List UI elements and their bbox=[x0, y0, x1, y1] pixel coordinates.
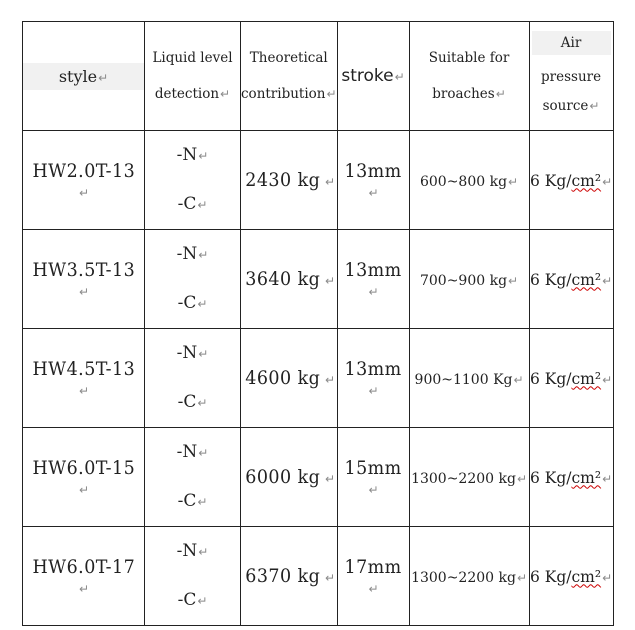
paragraph-mark: ↵ bbox=[220, 87, 231, 101]
air-value: 6 Kg/ bbox=[529, 369, 572, 388]
broaches-value: 1300~2200 kg bbox=[411, 569, 516, 586]
stroke-value: 15mm bbox=[344, 456, 402, 479]
paragraph-mark: ↵ bbox=[368, 185, 379, 200]
air-unit: cm² bbox=[571, 270, 602, 289]
paragraph-mark: ↵ bbox=[78, 581, 90, 596]
broaches-value: 1300~2200 kg bbox=[411, 470, 516, 487]
paragraph-mark: ↵ bbox=[198, 149, 209, 163]
air-value: 6 Kg/ bbox=[529, 270, 572, 289]
paragraph-mark: ↵ bbox=[326, 87, 337, 101]
table-row bbox=[23, 131, 614, 230]
paragraph-mark: ↵ bbox=[198, 545, 209, 559]
air-value: 6 Kg/ bbox=[529, 171, 572, 190]
cell-style bbox=[23, 230, 145, 329]
detection-c: -C bbox=[177, 194, 197, 214]
cell-broaches bbox=[409, 329, 529, 428]
cell-stroke bbox=[337, 230, 409, 329]
paragraph-mark: ↵ bbox=[368, 284, 379, 299]
paragraph-mark: ↵ bbox=[589, 99, 600, 113]
cell-broaches bbox=[409, 527, 529, 626]
cell-air-pressure bbox=[529, 428, 613, 527]
detection-c: -C bbox=[177, 590, 197, 610]
paragraph-mark: ↵ bbox=[602, 372, 613, 387]
broaches-value: 600~800 kg bbox=[419, 173, 508, 190]
header-air-line2: pressure bbox=[541, 69, 602, 85]
style-value: HW4.5T-13 bbox=[32, 357, 135, 380]
cell-broaches bbox=[409, 428, 529, 527]
air-value: 6 Kg/ bbox=[529, 567, 572, 586]
paragraph-mark: ↵ bbox=[394, 70, 405, 84]
paragraph-mark: ↵ bbox=[197, 594, 208, 608]
paragraph-mark: ↵ bbox=[368, 482, 379, 497]
table-row bbox=[23, 329, 614, 428]
cell-air-pressure bbox=[529, 527, 613, 626]
header-liquid-line2: detection bbox=[154, 86, 220, 102]
paragraph-mark: ↵ bbox=[508, 273, 519, 288]
cell-broaches bbox=[409, 131, 529, 230]
header-style-label: style bbox=[58, 66, 98, 86]
cell-broaches bbox=[409, 230, 529, 329]
cell-detection bbox=[145, 230, 241, 329]
header-liquid-level bbox=[145, 22, 241, 131]
cell-stroke bbox=[337, 131, 409, 230]
contribution-value: 3640 kg bbox=[245, 268, 321, 290]
cell-air-pressure bbox=[529, 131, 613, 230]
paragraph-mark: ↵ bbox=[78, 185, 90, 200]
paragraph-mark: ↵ bbox=[198, 446, 209, 460]
detection-n: -N bbox=[176, 244, 198, 264]
style-value: HW2.0T-13 bbox=[32, 159, 135, 182]
paragraph-mark: ↵ bbox=[198, 347, 209, 361]
style-value: HW6.0T-15 bbox=[32, 456, 135, 479]
table-row bbox=[23, 428, 614, 527]
paragraph-mark: ↵ bbox=[368, 581, 379, 596]
paragraph-mark: ↵ bbox=[78, 482, 90, 497]
cell-style bbox=[23, 527, 145, 626]
cell-contribution bbox=[241, 527, 338, 626]
detection-c: -C bbox=[177, 392, 197, 412]
air-unit: cm² bbox=[571, 567, 602, 586]
detection-c: -C bbox=[177, 293, 197, 313]
detection-c: -C bbox=[177, 491, 197, 511]
cell-contribution bbox=[241, 329, 338, 428]
cell-stroke bbox=[337, 428, 409, 527]
cell-air-pressure bbox=[529, 329, 613, 428]
stroke-value: 13mm bbox=[344, 159, 402, 182]
paragraph-mark: ↵ bbox=[602, 174, 613, 189]
stroke-value: 13mm bbox=[344, 357, 402, 380]
cell-style bbox=[23, 131, 145, 230]
header-stroke bbox=[337, 22, 409, 131]
paragraph-mark: ↵ bbox=[197, 495, 208, 509]
paragraph-mark: ↵ bbox=[325, 175, 336, 189]
paragraph-mark: ↵ bbox=[602, 471, 613, 486]
paragraph-mark: ↵ bbox=[602, 273, 613, 288]
paragraph-mark: ↵ bbox=[508, 174, 519, 189]
cell-stroke bbox=[337, 527, 409, 626]
cell-contribution bbox=[241, 131, 338, 230]
cell-contribution bbox=[241, 428, 338, 527]
header-row bbox=[23, 22, 614, 131]
contribution-value: 6000 kg bbox=[245, 466, 321, 488]
paragraph-mark: ↵ bbox=[516, 570, 528, 585]
header-theoretical-line2: contribution bbox=[241, 86, 326, 102]
paragraph-mark: ↵ bbox=[602, 570, 613, 585]
table-row bbox=[23, 527, 614, 626]
paragraph-mark: ↵ bbox=[78, 383, 90, 398]
cell-stroke bbox=[337, 329, 409, 428]
detection-n: -N bbox=[176, 343, 198, 363]
cell-style bbox=[23, 428, 145, 527]
header-liquid-line1: Liquid level bbox=[152, 50, 233, 66]
broaches-value: 700~900 kg bbox=[419, 272, 508, 289]
paragraph-mark: ↵ bbox=[516, 471, 528, 486]
detection-n: -N bbox=[176, 541, 198, 561]
header-style bbox=[23, 22, 145, 131]
paragraph-mark: ↵ bbox=[368, 383, 379, 398]
stroke-value: 13mm bbox=[344, 258, 402, 281]
header-stroke-label: stroke bbox=[341, 66, 394, 86]
stroke-value: 17mm bbox=[344, 555, 402, 578]
header-air-pressure bbox=[529, 22, 613, 131]
header-suitable-line1: Suitable for bbox=[428, 50, 510, 66]
header-theoretical bbox=[241, 22, 338, 131]
paragraph-mark: ↵ bbox=[325, 373, 336, 387]
paragraph-mark: ↵ bbox=[325, 571, 336, 585]
paragraph-mark: ↵ bbox=[325, 472, 336, 486]
paragraph-mark: ↵ bbox=[197, 396, 208, 410]
paragraph-mark: ↵ bbox=[198, 248, 209, 262]
air-unit: cm² bbox=[571, 369, 602, 388]
header-suitable bbox=[409, 22, 529, 131]
header-suitable-line2: broaches bbox=[432, 86, 495, 102]
contribution-value: 2430 kg bbox=[245, 169, 321, 191]
cell-detection bbox=[145, 527, 241, 626]
air-value: 6 Kg/ bbox=[529, 468, 572, 487]
header-air-line1: Air bbox=[532, 31, 611, 55]
paragraph-mark: ↵ bbox=[197, 198, 208, 212]
paragraph-mark: ↵ bbox=[513, 372, 524, 387]
broaches-value: 900~1100 Kg bbox=[414, 371, 513, 388]
style-value: HW6.0T-17 bbox=[32, 555, 135, 578]
header-air-line3: source bbox=[542, 98, 589, 114]
cell-detection bbox=[145, 329, 241, 428]
detection-n: -N bbox=[176, 442, 198, 462]
paragraph-mark: ↵ bbox=[495, 87, 506, 101]
spec-table bbox=[22, 21, 614, 626]
cell-detection bbox=[145, 131, 241, 230]
cell-contribution bbox=[241, 230, 338, 329]
paragraph-mark: ↵ bbox=[78, 284, 90, 299]
paragraph-mark: ↵ bbox=[197, 297, 208, 311]
paragraph-mark: ↵ bbox=[98, 70, 109, 85]
paragraph-mark: ↵ bbox=[325, 274, 336, 288]
contribution-value: 6370 kg bbox=[245, 565, 321, 587]
cell-style bbox=[23, 329, 145, 428]
contribution-value: 4600 kg bbox=[245, 367, 321, 389]
table-row bbox=[23, 230, 614, 329]
cell-air-pressure bbox=[529, 230, 613, 329]
air-unit: cm² bbox=[571, 171, 602, 190]
style-value: HW3.5T-13 bbox=[32, 258, 135, 281]
cell-detection bbox=[145, 428, 241, 527]
header-theoretical-line1: Theoretical bbox=[249, 50, 328, 66]
air-unit: cm² bbox=[571, 468, 602, 487]
detection-n: -N bbox=[176, 145, 198, 165]
